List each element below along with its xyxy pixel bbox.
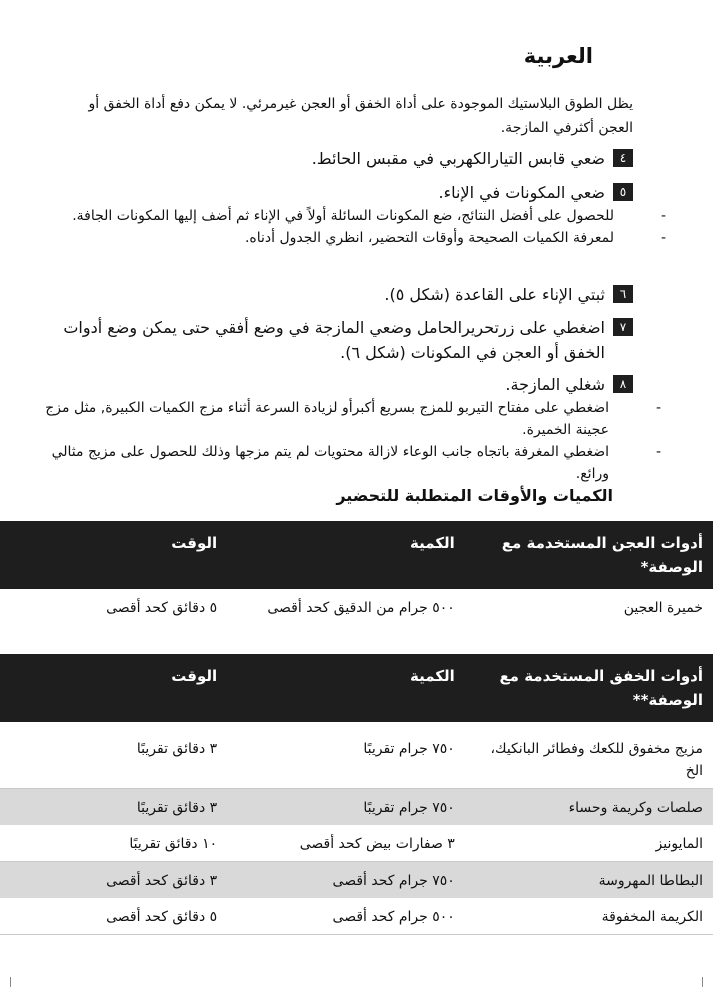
step-5 xyxy=(33,180,666,249)
cell-quantity: ٥٠٠ جرام من الدقيق كحد أقصى xyxy=(267,600,455,616)
header-time: الوقت xyxy=(0,654,227,722)
cell-quantity: ٣ صفارات بيض كحد أقصى xyxy=(227,825,465,862)
step-7 xyxy=(33,315,633,365)
header-tool: أدوات الخفق المستخدمة مع الوصفة** xyxy=(465,654,713,722)
header-quantity: الكمية xyxy=(227,521,465,589)
table-header-row xyxy=(0,521,713,589)
header-tool: أدوات العجن المستخدمة مع الوصفة* xyxy=(465,521,713,589)
crop-mark xyxy=(10,977,11,987)
table-row xyxy=(0,825,713,862)
table-row xyxy=(0,898,713,935)
step-text: شغلي المازجة. xyxy=(505,375,605,394)
cell-quantity: ٧٥٠ جرام تقريبًا xyxy=(227,722,465,789)
cell-time: ٥ دقائق كحد أقصى xyxy=(0,898,227,935)
step-number: ٦ xyxy=(613,285,633,303)
step-bullets xyxy=(43,397,661,485)
step-bullets xyxy=(8,205,666,249)
table-row xyxy=(0,722,713,789)
step-text: ضعي المكونات في الإناء. xyxy=(438,183,605,202)
step-8 xyxy=(33,372,661,485)
cell-time: ٣ دقائق تقريبًا xyxy=(0,789,227,826)
bullet-item: - اضغطي على مفتاح التيربو للمزج بسريع أكبرأو لزيادة السرعة أثناء مزج الكميات الكبيرة, مثل مزج عجينة الخميرة. xyxy=(45,400,661,438)
step-number: ٥ xyxy=(613,183,633,201)
bullet-item: - اضغطي المغرفة باتجاه جانب الوعاء لازالة محتويات لم يتم مزجها وذلك للحصول على مزيج مثالي ورائع. xyxy=(51,444,661,482)
bullet-item: - للحصول على أفضل النتائج، ضع المكونات السائلة أولاً في الإناء ثم أضف إليها المكونات الجافة. xyxy=(72,208,666,224)
header-quantity: الكمية xyxy=(227,654,465,722)
table-row xyxy=(0,589,713,647)
cell-quantity: ٥٠٠ جرام كحد أقصى xyxy=(227,898,465,935)
cell-tool: مزيج مخفوق للكعك وفطائر البانكيك، الخ xyxy=(465,722,713,789)
step-number: ٧ xyxy=(613,318,633,336)
section-title: العربية xyxy=(523,44,593,68)
cell-time: ١٠ دقائق تقريبًا xyxy=(0,825,227,862)
cell-time: ٣ دقائق كحد أقصى xyxy=(0,862,227,899)
cell-tool: البطاطا المهروسة xyxy=(465,862,713,899)
cell-tool: خميرة العجين xyxy=(623,600,703,616)
table-header-row xyxy=(0,654,713,722)
step-6 xyxy=(33,282,633,307)
step-text: اضغطي على زرتحريرالحامل وضعي المازجة في وضع أفقي حتى يمكن وضع أدوات الخفق أو العجن في المكونات (شكل ٦). xyxy=(63,318,605,362)
table-heading: الكميات والأوقات المتطلبة للتحضير xyxy=(336,486,613,505)
cell-tool: الكريمة المخفوقة xyxy=(465,898,713,935)
table-row xyxy=(0,862,713,899)
intro-paragraph: يظل الطوق البلاستيك الموجودة على أداة الخفق أو العجن غيرمرئي. لا يمكن دفع أداة الخفق أو العجن أكثرفي المازجة. xyxy=(88,96,633,136)
kneading-table xyxy=(0,521,713,647)
whisking-table xyxy=(0,654,713,935)
header-time: الوقت xyxy=(0,521,227,589)
cell-quantity: ٧٥٠ جرام تقريبًا xyxy=(227,789,465,826)
crop-mark xyxy=(702,977,703,987)
cell-time: ٥ دقائق كحد أقصى xyxy=(106,600,218,616)
step-text: ضعي قابس التيارالكهربي في مقبس الحائط. xyxy=(311,149,605,168)
cell-quantity: ٧٥٠ جرام كحد أقصى xyxy=(227,862,465,899)
cell-tool: المايونيز xyxy=(465,825,713,862)
step-text: ثبتي الإناء على القاعدة (شكل ٥). xyxy=(384,285,605,304)
cell-time: ٣ دقائق تقريبًا xyxy=(0,722,227,789)
step-4 xyxy=(33,146,633,171)
step-number: ٨ xyxy=(613,375,633,393)
bullet-item: - لمعرفة الكميات الصحيحة وأوقات التحضير، انظري الجدول أدناه. xyxy=(244,230,666,246)
step-number: ٤ xyxy=(613,149,633,167)
table-row xyxy=(0,789,713,826)
cell-tool: صلصات وكريمة وحساء xyxy=(465,789,713,826)
